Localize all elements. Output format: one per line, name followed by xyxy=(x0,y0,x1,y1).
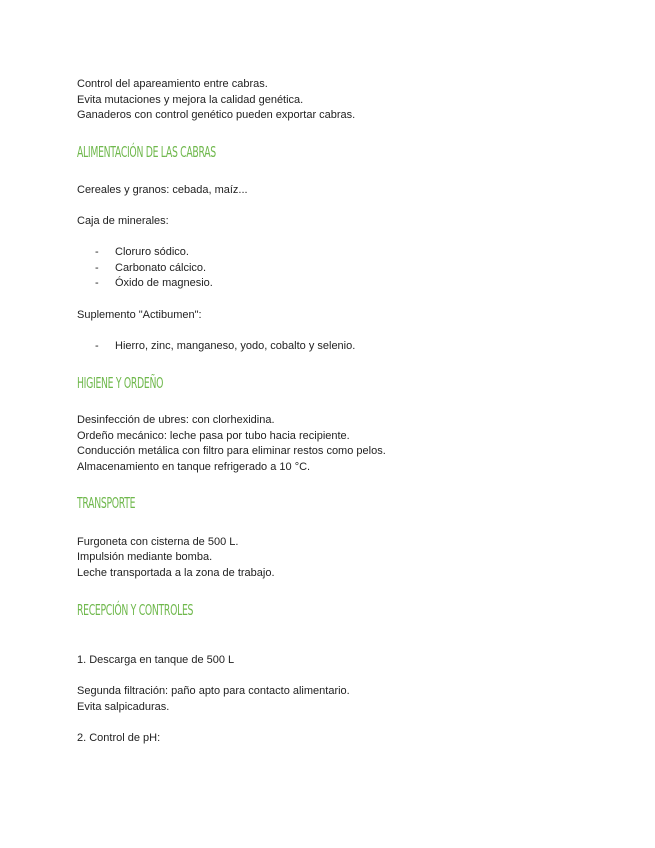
higiene-line: Almacenamiento en tanque refrigerado a 10 °C. xyxy=(77,461,311,473)
list-item-label: Hierro, zinc, manganeso, yodo, cobalto y selenio. xyxy=(115,340,356,352)
bullet-dash: - xyxy=(95,340,99,352)
filtracion-line: Segunda filtración: paño apto para contacto alimentario. xyxy=(77,685,350,697)
filtracion-line: Evita salpicaduras. xyxy=(77,701,170,713)
suplemento-text: Suplemento "Actibumen": xyxy=(77,309,202,321)
section-heading-alimentacion: ALIMENTACIÓN DE LAS CABRAS xyxy=(77,143,216,161)
higiene-line: Ordeño mecánico: leche pasa por tubo hacia recipiente. xyxy=(77,430,350,442)
transporte-line: Impulsión mediante bomba. xyxy=(77,551,213,563)
list-item-label: Cloruro sódico. xyxy=(115,246,189,258)
transporte-line: Leche transportada a la zona de trabajo. xyxy=(77,567,275,579)
section-heading-transporte: TRANSPORTE xyxy=(77,494,136,512)
caja-minerales-text: Caja de minerales: xyxy=(77,215,169,227)
list-item xyxy=(95,245,189,259)
transporte-line: Furgoneta con cisterna de 500 L. xyxy=(77,536,239,548)
bullet-dash: - xyxy=(95,262,99,274)
list-item xyxy=(95,339,355,353)
list-item xyxy=(95,276,213,290)
list-item-label: Carbonato cálcico. xyxy=(115,262,207,274)
intro-line: Evita mutaciones y mejora la calidad genética. xyxy=(77,94,304,106)
intro-line: Ganaderos con control genético pueden exportar cabras. xyxy=(77,109,356,121)
section-heading-recepcion: RECEPCIÓN Y CONTROLES xyxy=(77,601,194,619)
descarga-text: 1. Descarga en tanque de 500 L xyxy=(77,654,235,666)
list-item-label: Óxido de magnesio. xyxy=(115,277,213,289)
list-item xyxy=(95,261,206,275)
higiene-line: Desinfección de ubres: con clorhexidina. xyxy=(77,414,275,426)
section-heading-higiene: HIGIENE Y ORDEÑO xyxy=(77,374,164,392)
cereales-text: Cereales y granos: cebada, maíz... xyxy=(77,184,248,196)
higiene-line: Conducción metálica con filtro para eliminar restos como pelos. xyxy=(77,445,386,457)
control-ph-text: 2. Control de pH: xyxy=(77,732,161,744)
bullet-dash: - xyxy=(95,277,99,289)
bullet-dash: - xyxy=(95,246,99,258)
intro-line: Control del apareamiento entre cabras. xyxy=(77,78,268,90)
